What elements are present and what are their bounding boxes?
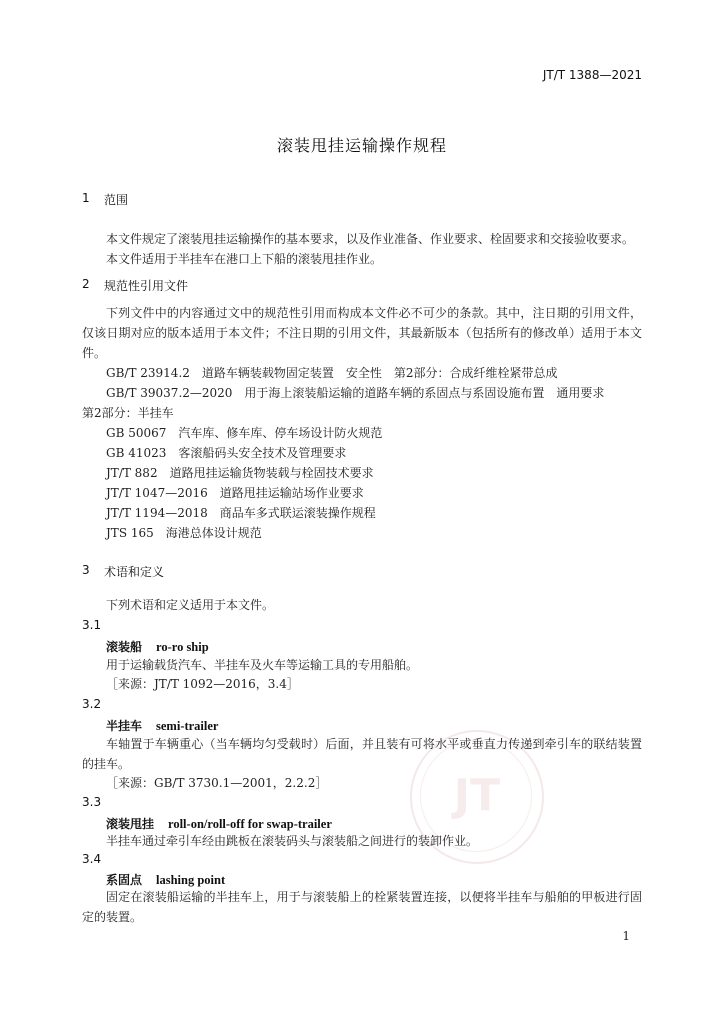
reference-item: JTS 165 海港总体设计规范 [106,526,262,540]
term-definition: 用于运输载货汽车、半挂车及火车等运输工具的专用船舶。 [106,658,419,672]
term-heading [106,869,225,888]
term-source: ［来源：JT/T 1092—2016，3.4］ [106,677,299,691]
section-title: 规范性引用文件 [104,279,189,293]
watermark-stamp: JT [410,730,544,864]
section-title: 范围 [104,193,129,207]
term-definition: 车轴置于车辆重心（当车辆均匀受载时）后面，并且装有可将水平或垂直力传递到牵引车的联结装置的挂车。 [82,737,642,771]
reference-item: 第2部分：半挂车 [82,406,174,420]
reference-item: GB/T 39037.2—2020 用于海上滚装船运输的道路车辆的系固点与系固设施布置 通用要求 [106,386,605,400]
standard-code: JT/T 1388—2021 [542,68,642,82]
reference-item: GB/T 23914.2 道路车辆装载物固定装置 安全性 第2部分：合成纤维栓紧带总成 [106,366,558,380]
term-english: roll-on/roll-off for swap-trailer [168,817,332,831]
term-source: ［来源：GB/T 3730.1—2001，2.2.2］ [106,776,328,790]
term-definition: 固定在滚装船运输的半挂车上，用于与滚装船上的栓紧装置连接，以便将半挂车与船舶的甲板进行固定的装置。 [82,890,642,924]
paragraph: 本文件规定了滚装甩挂运输操作的基本要求，以及作业准备、作业要求、栓固要求和交接验收要求。 [106,232,635,246]
section-title: 术语和定义 [104,565,165,579]
term-chinese: 半挂车 [106,719,143,733]
section-number: 3 [82,563,90,577]
term-number: 3.1 [82,618,102,632]
reference-item: JT/T 1194—2018 商品车多式联运滚装操作规程 [106,506,376,520]
reference-item: GB 41023 客滚船码头安全技术及管理要求 [106,446,347,460]
document-title: 滚装甩挂运输操作规程 [276,136,447,155]
reference-item: JT/T 882 道路甩挂运输货物装载与栓固技术要求 [106,466,374,480]
section-number: 1 [82,191,90,205]
term-heading [106,636,209,655]
term-number: 3.2 [82,697,102,711]
paragraph: 本文件适用于半挂车在港口上下船的滚装甩挂作业。 [106,252,383,266]
term-chinese: 滚装甩挂 [106,817,155,831]
paragraph: 下列文件中的内容通过文中的规范性引用而构成本文件必不可少的条款。其中，注日期的引用文件，仅该日期对应的版本适用于本文件；不注日期的引用文件，其最新版本（包括所有的修改单）适用于本文件。 [82,306,642,360]
term-heading [106,813,332,832]
term-heading [106,715,218,734]
term-number: 3.4 [82,852,102,866]
term-english: lashing point [156,873,226,887]
section-number: 2 [82,277,90,291]
term-definition: 半挂车通过牵引车经由跳板在滚装码头与滚装船之间进行的装卸作业。 [106,834,479,848]
term-english: ro-ro ship [156,640,209,654]
paragraph: 下列术语和定义适用于本文件。 [106,598,275,612]
reference-item: GB 50067 汽车库、修车库、停车场设计防火规范 [106,426,383,440]
reference-item: JT/T 1047—2016 道路甩挂运输站场作业要求 [106,486,364,500]
page-number: 1 [622,929,630,943]
term-chinese: 系固点 [106,873,143,887]
term-chinese: 滚装船 [106,640,143,654]
term-number: 3.3 [82,795,102,809]
term-english: semi-trailer [156,719,219,733]
